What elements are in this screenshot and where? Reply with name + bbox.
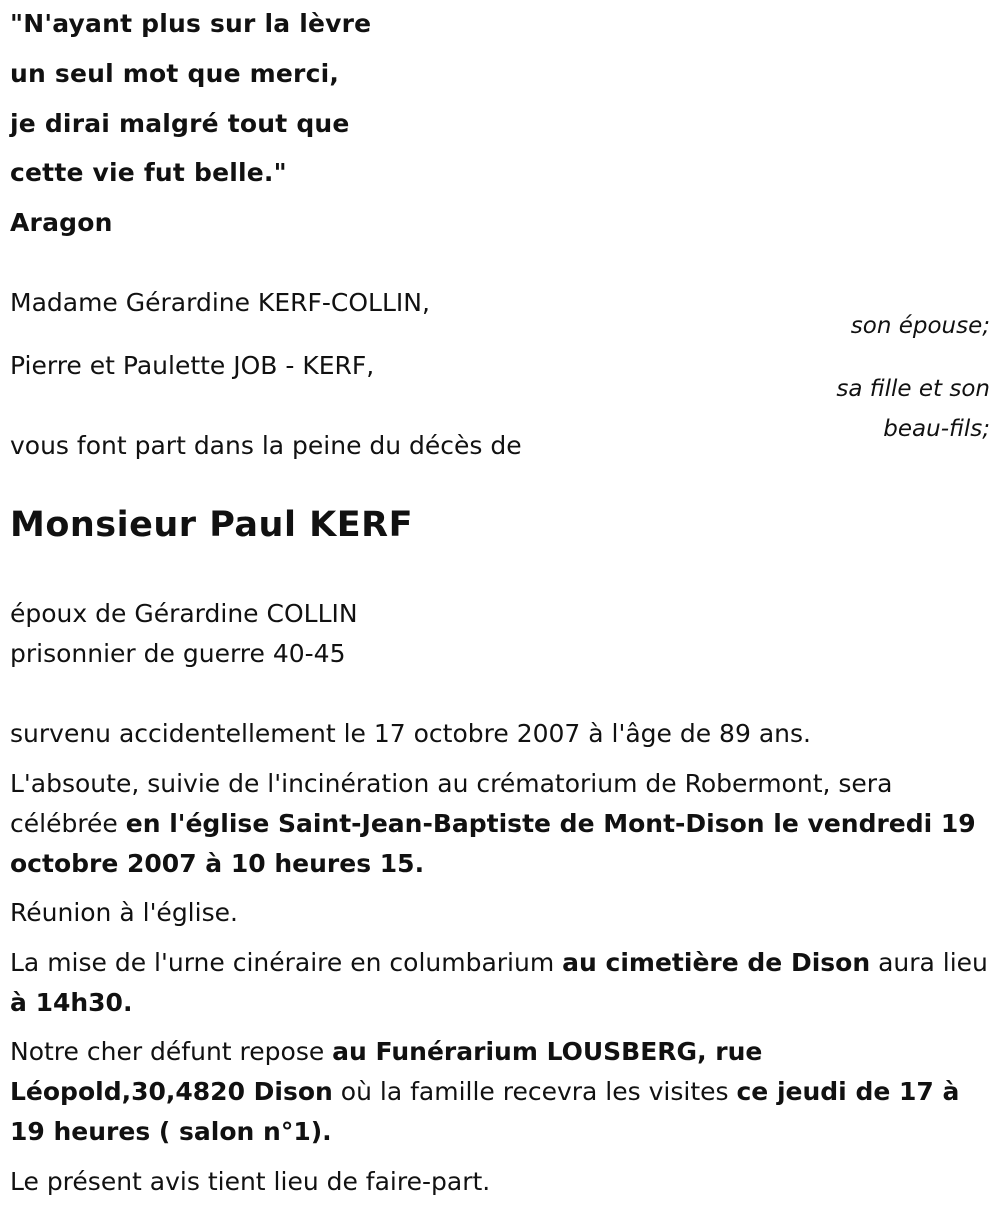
family-member-name: Madame Gérardine KERF-COLLIN, [10,288,430,317]
reunion-text: Réunion à l'église. [10,898,238,927]
announcement-text: vous font part dans la peine du décès de [10,431,522,460]
epigraph-line-3: je dirai malgré tout que [10,109,350,138]
ceremony-paragraph [10,764,995,884]
urn-text: aura lieu [870,948,988,977]
epigraph-line-2: un seul mot que merci, [10,59,340,88]
urn-text: La mise de l'urne cinéraire en columbarium [10,948,563,977]
family-member-role: son épouse; [850,313,990,339]
visit-time: ce jeudi de 17 à 19 heures ( salon n°1). [10,1077,960,1146]
family-member-name: Pierre et Paulette JOB - KERF, [10,351,375,380]
family-member-role: sa fille et son [836,376,990,402]
urn-time: à 14h30. [10,988,133,1017]
visit-text: où la famille recevra les visites [332,1077,737,1106]
urn-paragraph [10,943,995,1023]
deceased-note: prisonnier de guerre 40-45 [10,639,346,668]
ceremony-location-time: en l'église Saint-Jean-Baptiste de Mont-Dison le vendredi 19 octobre 2007 à 10 heures 15. [10,809,976,878]
deceased-name: Monsieur Paul KERF [10,505,414,545]
death-details: survenu accidentellement le 17 octobre 2007 à l'âge de 89 ans. [10,719,811,748]
urn-location: au cimetière de Dison [562,948,871,977]
visit-text: Notre cher défunt repose [10,1037,333,1066]
epigraph-line-4: cette vie fut belle." [10,158,287,187]
deceased-spouse: époux de Gérardine COLLIN [10,599,358,628]
visit-location: au Funérarium LOUSBERG, rue Léopold,30,4820 Dison [10,1037,763,1106]
epigraph-author: Aragon [10,208,113,237]
closing-text: Le présent avis tient lieu de faire-part. [10,1167,491,1196]
ceremony-text: L'absoute, suivie de l'incinération au crématorium de Robermont, sera célébrée [10,769,893,838]
visit-paragraph [10,1032,995,1152]
family-member-role: beau-fils; [883,416,990,442]
epigraph-line-1: "N'ayant plus sur la lèvre [10,9,372,38]
